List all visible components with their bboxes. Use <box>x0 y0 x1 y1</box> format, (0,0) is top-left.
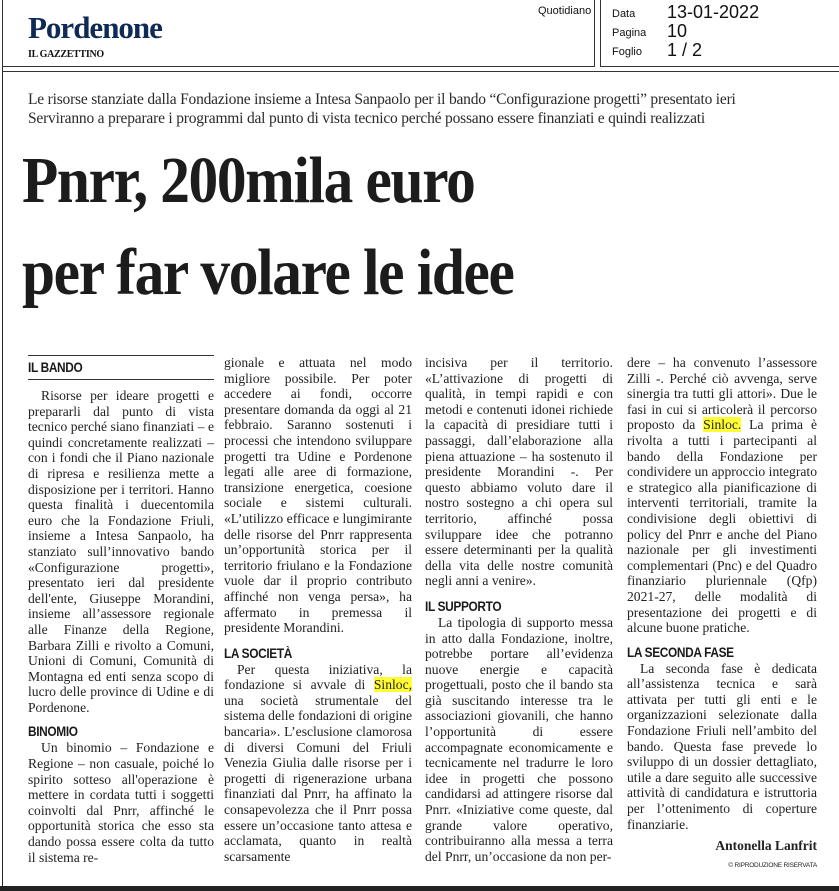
section-heading: LA SOCIETÀ <box>224 645 292 661</box>
publication-name: Pordenone <box>28 10 162 45</box>
meta-label-sheet: Foglio <box>612 46 642 58</box>
article-column-2 <box>224 355 412 864</box>
paragraph: La seconda fase è dedicata all’assistenza tecnica e sarà attivata per tutti gli enti e le organizzazioni selezionate dalla Fondazione Friuli nell’ambito del bando. Questa fase prevede lo sviluppo di un dossier dettagliato, utile a dare seguito alle successive attività di candidatura e istruttoria per l’ottenimento di coperture finanziarie. <box>627 660 817 832</box>
publication-frequency: Quotidiano <box>538 5 592 17</box>
paragraph: gionale e attuata nel modo migliore possibile. Per poter accedere ai fondi, occorre presentare domanda da oggi al 21 febbraio. Saranno sostenuti i processi che intendono sviluppare progetti tra Udine e Pordenone legati alle aree di formazione, transizione energetica, coesione sociale e sistemi culturali. «L’utilizzo efficace e lungimirante delle risorse del Pnrr rappresenta un’opportunità storica per il territorio friulano e la Fondazione vuole dar il proprio contributo affinché non venga persa», ha affermato in premessa il presidente Morandini. <box>224 355 412 636</box>
paragraph-text: Per questa iniziativa, la fondazione si avvale di <box>224 661 412 693</box>
meta-label-page: Pagina <box>612 27 647 39</box>
highlighted-term: Sinloc. <box>703 417 742 433</box>
page-border-bottom <box>0 886 839 891</box>
paragraph: Risorse per ideare progetti e prepararli dal punto di vista tecnico perché siano finanziati – e quindi concretamente realizzati – con i fondi che il Piano nazionale di ripresa e resilienza mette a disposizione per i territori. Hanno questa finalità i duecentomila euro che la Fondazione Friuli, insieme a Intesa Sanpaolo, ha stanziato sull’innovativo bando «Configurazione progetti», presentato ieri dal presidente dell'ente, Giuseppe Morandini, insieme all’assessore regionale alle Finanze della Regione, Barbara Zilli e rivolto a Comuni, Unioni di Comuni, Comunità di Montagna ed enti senza scopo di lucro delle province di Udine e di Pordenone. <box>28 388 214 715</box>
kicker-line: Serviranno a preparare i programmi dal punto di vista tecnico perché possano essere finanziati e quindi realizzati <box>28 110 706 127</box>
headline-line: per far volare le idee <box>22 236 514 309</box>
copyright-notice: © RIPRODUZIONE RISERVATA <box>728 861 817 869</box>
section-heading: IL SUPPORTO <box>425 598 502 614</box>
header-rule <box>2 71 839 72</box>
section-heading: IL BANDO <box>28 360 83 375</box>
article-column-3 <box>425 355 613 864</box>
paragraph: incisiva per il territorio. «L’attivazione di progetti di qualità, in tempi rapidi e con metodi e contenuti idonei richiede la capacità di presidiare tutti i passaggi, dall’elaborazione alla piena attuazione – ha sostenuto il presidente Morandini -. Per questo abbiamo voluto dare il nostro sostegno a chi opera sul territorio, affinché possa sviluppare idee che potranno essere determinanti per la qualità della vita delle nostre comunità negli anni a venire». <box>425 355 613 589</box>
article-kicker <box>28 90 828 128</box>
publication-subtitle: IL GAZZETTINO <box>28 49 104 60</box>
paragraph <box>627 355 817 636</box>
meta-value-page: 10 <box>667 21 688 41</box>
article-column-4 <box>627 355 817 873</box>
section-heading: LA SECONDA FASE <box>627 644 734 660</box>
article-column-1 <box>28 355 214 865</box>
paragraph-text: La prima è rivolta a tutti i partecipanti al bando della Fondazione per condividere un approccio integrato e strategico alla pianificazione di interventi territoriali, tramite la condivisione degli obiettivi di policy del Pnrr e anche del Piano nazionale per gli investimenti complementari (Pnc) e del Quadro finanziario pluriennale (Qfp) 2021-27, delle modalità di presentazione dei progetti e di alcune buone pratiche. <box>627 417 817 636</box>
meta-value-date: 13-01-2022 <box>667 2 760 22</box>
kicker-line: Le risorse stanziate dalla Fondazione insieme a Intesa Sanpaolo per il bando “Configurazione progetti” presentato ieri <box>28 91 736 108</box>
meta-value-sheet: 1 / 2 <box>667 40 703 60</box>
section-heading: BINOMIO <box>28 724 78 740</box>
paragraph-text: una società strumentale del sistema delle fondazioni di origine bancaria». L’esclusione clamorosa di diversi Comuni del Friuli Venezia Giulia dalle risorse per i progetti di rigenerazione urbana finanziati dal Pnrr, ha affinato la consapevolezza che il Pnrr possa essere un’occasione tanto attesa e acclamata, quanto in realtà scarsamente <box>224 692 412 864</box>
paragraph <box>224 662 412 865</box>
paragraph: Un binomio – Fondazione e Regione – non casuale, poiché lo spirito sotteso all'operazione è mettere in cordata tutti i soggetti coinvolti dal Pnrr, affinché le opportunità storica che esso sta dando possa essere colta da tutto il sistema re- <box>28 740 214 865</box>
author-byline: Antonella Lanfrit <box>715 838 817 854</box>
section-rule <box>28 355 214 356</box>
meta-label-date: Data <box>612 8 636 20</box>
section-rule <box>28 379 214 380</box>
paragraph: La tipologia di supporto messa in atto dalla Fondazione, inoltre, potrebbe portare all’evidenza nuove energie e capacità progettuali, posto che il bando sta già suscitando interesse tra le associazioni giovanili, che hanno l’opportunità di essere accompagnate economicamente e tecnicamente nel tradurre le loro idee in progetti che possono candidarsi ad attingere risorse dal Pnrr. «Iniziative come queste, dal grande valore operativo, contribuiranno alla messa a terra del Pnrr, un’occasione da non per- <box>425 614 613 864</box>
highlighted-term: Sinloc, <box>373 677 412 693</box>
page-border-left <box>2 0 3 891</box>
paragraph-text: dere – ha convenuto l’assessore Zilli -. Perché ciò avvenga, serve sinergia tra tutti gli attori». Due le fasi in cui si articolerà il percorso proposto da <box>627 355 817 433</box>
article-headline <box>22 135 751 319</box>
headline-line: Pnrr, 200mila euro <box>22 144 475 217</box>
